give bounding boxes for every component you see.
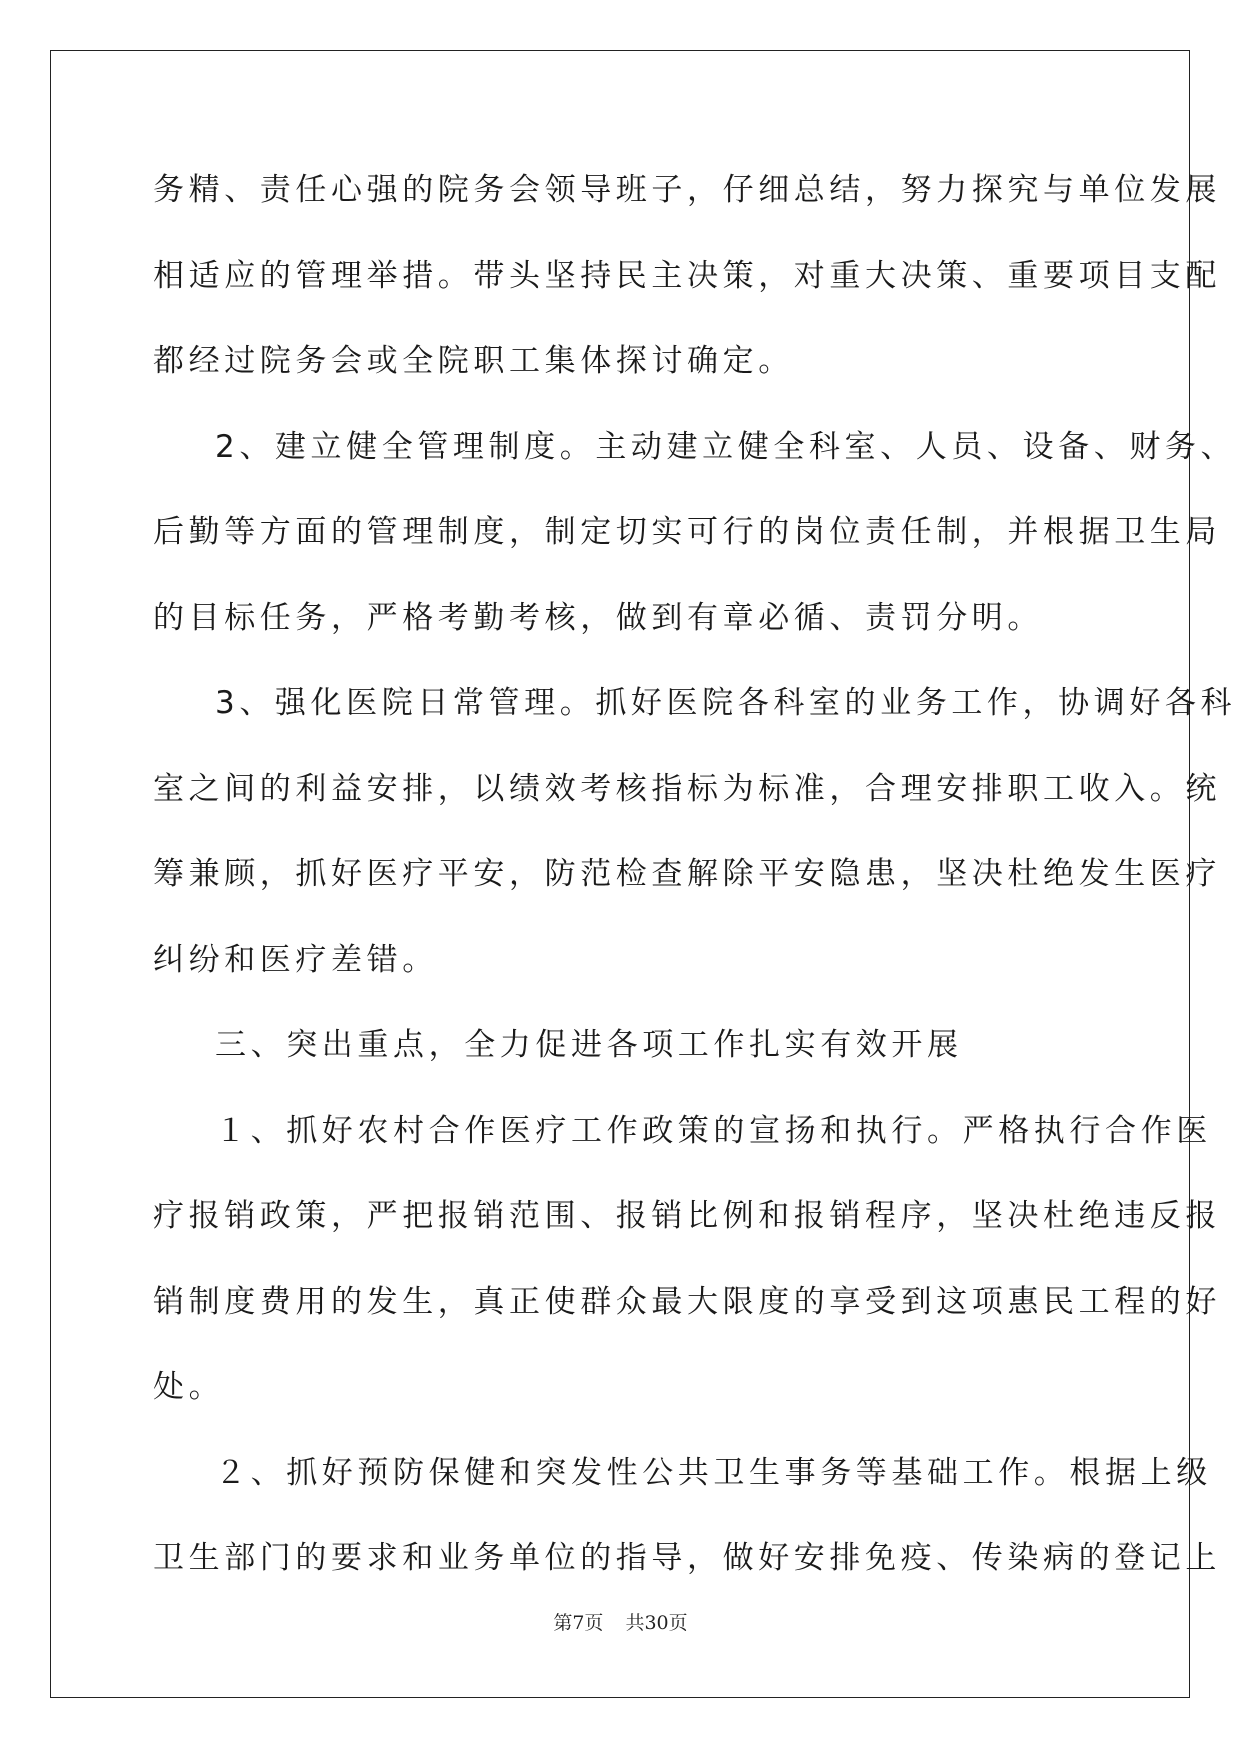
text-line: 疗报销政策，严把报销范围、报销比例和报销程序，坚决杜绝违反报 (153, 1198, 1221, 1234)
text-line: 处。 (153, 1369, 225, 1405)
text-line: 筹兼顾，抓好医疗平安，防范检查解除平安隐患，坚决杜绝发生医疗 (153, 856, 1221, 892)
text-line: 后勤等方面的管理制度，制定切实可行的岗位责任制，并根据卫生局 (153, 514, 1221, 550)
page-number: 第7页 (553, 1612, 604, 1634)
text-line: 务精、责任心强的院务会领导班子，仔细总结，努力探究与单位发展 (153, 172, 1221, 208)
text-line: 纠纷和医疗差错。 (153, 941, 438, 978)
text-line: 三、突出重点，全力促进各项工作扎实有效开展 (215, 1027, 963, 1063)
text-line: 都经过院务会或全院职工集体探讨确定。 (153, 343, 794, 379)
text-line: 2、建立健全管理制度。主动建立健全科室、人员、设备、财务、 (215, 428, 1237, 465)
text-line: 的目标任务，严格考勤考核，做到有章必循、责罚分明。 (153, 599, 1043, 636)
text-line: 相适应的管理举措。带头坚持民主决策，对重大决策、重要项目支配 (153, 257, 1221, 294)
text-line: ２、抓好预防保健和突发性公共卫生事务等基础工作。根据上级 (215, 1454, 1212, 1491)
text-line: 室之间的利益安排，以绩效考核指标为标准，合理安排职工收入。统 (153, 770, 1221, 807)
text-line: 销制度费用的发生，真正使群众最大限度的享受到这项惠民工程的好 (153, 1283, 1221, 1320)
page-footer (0, 1608, 1241, 1635)
text-line: １、抓好农村合作医疗工作政策的宣扬和执行。严格执行合作医 (215, 1112, 1212, 1149)
text-line: 卫生部门的要求和业务单位的指导，做好安排免疫、传染病的登记上 (153, 1540, 1221, 1576)
text-line: 3、强化医院日常管理。抓好医院各科室的业务工作，协调好各科 (215, 685, 1237, 721)
page-total: 共30页 (625, 1612, 688, 1634)
document-body (153, 160, 1237, 1614)
